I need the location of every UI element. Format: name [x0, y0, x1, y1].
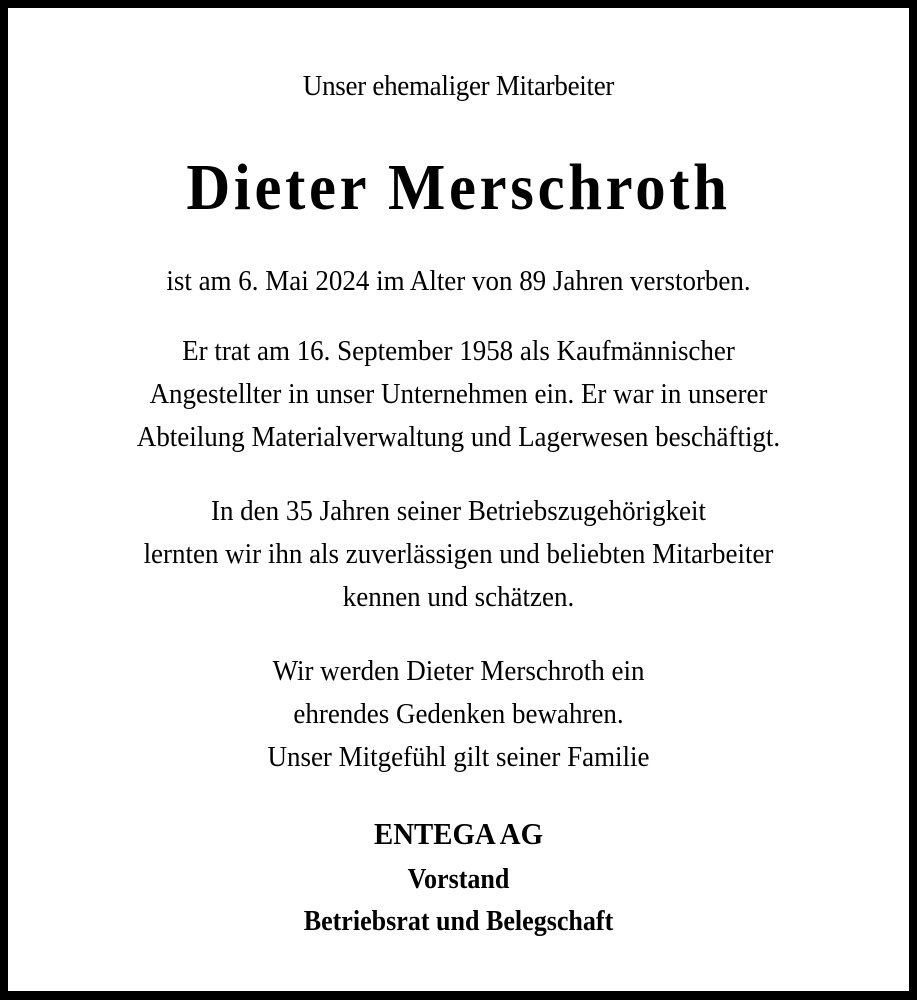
intro-text: Unser ehemaliger Mitarbeiter — [302, 70, 615, 102]
tenure-line: In den 35 Jahren seiner Betriebszugehörigkeit — [210, 495, 707, 527]
signature-board: Vorstand — [407, 864, 510, 895]
remembrance-line: Wir werden Dieter Merschroth ein — [272, 655, 645, 687]
signature-company: ENTEGA AG — [373, 816, 544, 851]
career-paragraph — [40, 330, 878, 459]
death-announcement: ist am 6. Mai 2024 im Alter von 89 Jahren verstorben. — [166, 265, 751, 297]
signature-staff: Betriebsrat und Belegschaft — [303, 906, 614, 937]
career-line: Er trat am 16. September 1958 als Kaufmännischer — [182, 335, 735, 367]
career-line: Angestellter in unser Unternehmen ein. Er war in unserer — [149, 378, 768, 410]
career-line: Abteilung Materialverwaltung und Lagerwesen beschäftigt. — [136, 421, 781, 453]
obituary-notice — [8, 8, 909, 991]
deceased-name: Dieter Merschroth — [186, 151, 731, 224]
tenure-line: lernten wir ihn als zuverlässigen und beliebten Mitarbeiter — [143, 538, 774, 570]
tenure-line: kennen und schätzen. — [342, 581, 575, 613]
remembrance-line: ehrendes Gedenken bewahren. — [293, 698, 624, 730]
remembrance-paragraph — [40, 650, 878, 779]
remembrance-line: Unser Mitgefühl gilt seiner Familie — [267, 741, 650, 773]
tenure-paragraph — [40, 490, 878, 619]
